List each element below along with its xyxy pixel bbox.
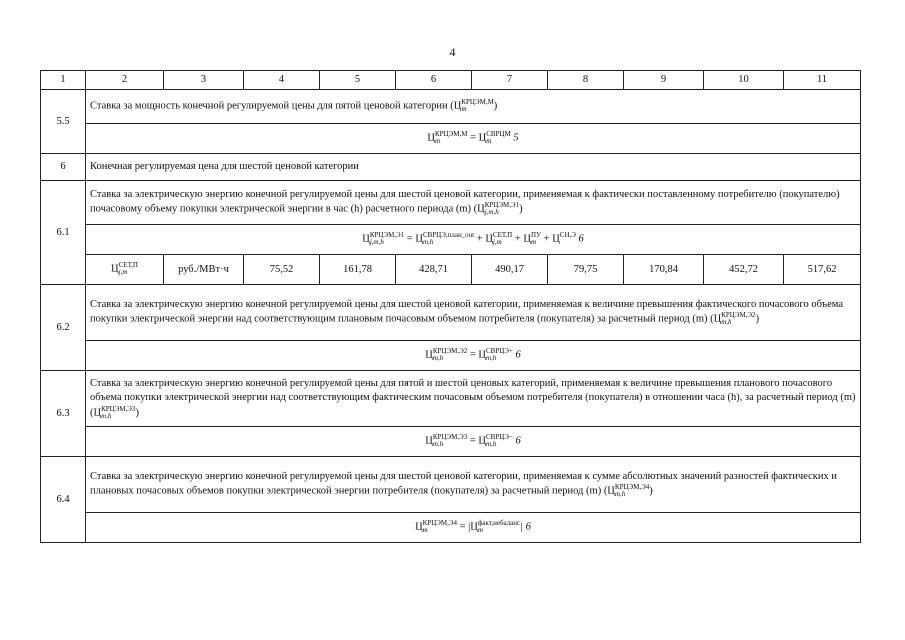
col-number: 9: [624, 71, 704, 90]
col-number: 2: [86, 71, 164, 90]
row-description: Ставка за электрическую энергию конечной регулируемой цены для шестой ценовой категории, применяемая к сумме абсолютных значений разностей фактических и плановых почасовых объемов покупки электрической энергии потребителя (покупателя) за расчетный период (m) (Ц КРЦЭМ,Э4 m,h ): [86, 457, 861, 513]
value-cell: 517,62: [784, 255, 861, 285]
values-row: [41, 255, 861, 285]
row-number: 6: [41, 154, 86, 181]
table-row: [41, 427, 861, 457]
row-description: Ставка за электрическую энергию конечной регулируемой цены для пятой и шестой ценовых категорий, применяемая к величине превышения планового почасового объема покупки электрической энергии над соответствующим фактическим почасовым объемом потребителя (покупателя) в отношении часа (h), за расчетный период (m) (Ц КРЦЭМ,Э3 m,h ): [86, 371, 861, 427]
row-number: 6.1: [41, 181, 86, 285]
row-number: 6.3: [41, 371, 86, 457]
table-row: [41, 225, 861, 255]
formula: Ц КРЦЭМ,Э4 m = |Ц факт,небаланс m | 6: [86, 513, 861, 543]
row-description: Ставка за электрическую энергию конечной регулируемой цены для шестой ценовой категории, применяемая к величине превышения фактического почасового объема покупки электрической энергии над соответствующим плановым почасовым объемом потребителя (покупателя) за расчетный период (m) (Ц КРЦЭМ,Э2 m,h ): [86, 285, 861, 341]
formula: Ц КРЦЭМ,Э2 m,h = Ц СВРЦЭ+ m,h 6: [86, 341, 861, 371]
table-row: [41, 457, 861, 513]
formula: Ц КРЦЭМ,Э3 m,h = Ц СВРЦЭ− m,h 6: [86, 427, 861, 457]
col-number: 7: [472, 71, 548, 90]
row-description: Ставка за электрическую энергию конечной регулируемой цены для шестой ценовой категории, применяемая к фактически поставленному потребителю (покупателю) почасовому объему покупки электрической энергии в час (h) расчетного периода (m) (Ц КРЦЭМ,Э1 j,m,h ): [86, 181, 861, 225]
table-row: [41, 154, 861, 181]
row-description: Конечная регулируемая цена для шестой ценовой категории: [86, 154, 861, 181]
col-number: 6: [396, 71, 472, 90]
value-cell: 79,75: [548, 255, 624, 285]
value-cell: 75,52: [244, 255, 320, 285]
table-row: [41, 371, 861, 427]
col-number: 10: [704, 71, 784, 90]
value-cell: 161,78: [320, 255, 396, 285]
symbol-cell: Ц СЕТ,П j,m: [86, 255, 164, 285]
page-number: 4: [449, 45, 456, 59]
row-number: 6.4: [41, 457, 86, 543]
col-number: 1: [41, 71, 86, 90]
col-number: 8: [548, 71, 624, 90]
col-number: 5: [320, 71, 396, 90]
table-row: [41, 341, 861, 371]
tariff-table: [40, 70, 861, 543]
table-row: [41, 181, 861, 225]
value-cell: 490,17: [472, 255, 548, 285]
col-number: 3: [164, 71, 244, 90]
value-cell: 170,84: [624, 255, 704, 285]
formula: Ц КРЦЭМ,М m = Ц СВРЦМ m 5: [86, 124, 861, 154]
column-numbers-row: [41, 71, 861, 90]
value-cell: 428,71: [396, 255, 472, 285]
table-row: [41, 90, 861, 124]
table-row: [41, 285, 861, 341]
row-description: Ставка за мощность конечной регулируемой цены для пятой ценовой категории (Ц КРЦЭМ,М m ): [86, 90, 861, 124]
col-number: 4: [244, 71, 320, 90]
row-number: 6.2: [41, 285, 86, 371]
value-cell: 452,72: [704, 255, 784, 285]
table-row: [41, 513, 861, 543]
col-number: 11: [784, 71, 861, 90]
unit-cell: руб./МВт·ч: [164, 255, 244, 285]
formula: Ц КРЦЭМ,Э1 j,m,h = Ц СВРЦЭ,план_out m,h + Ц СЕТ,П j,m + Ц ПУ m + $Ц^{СН,Э}$ 6: [86, 225, 861, 255]
row-number: 5.5: [41, 90, 86, 154]
table-row: [41, 124, 861, 154]
